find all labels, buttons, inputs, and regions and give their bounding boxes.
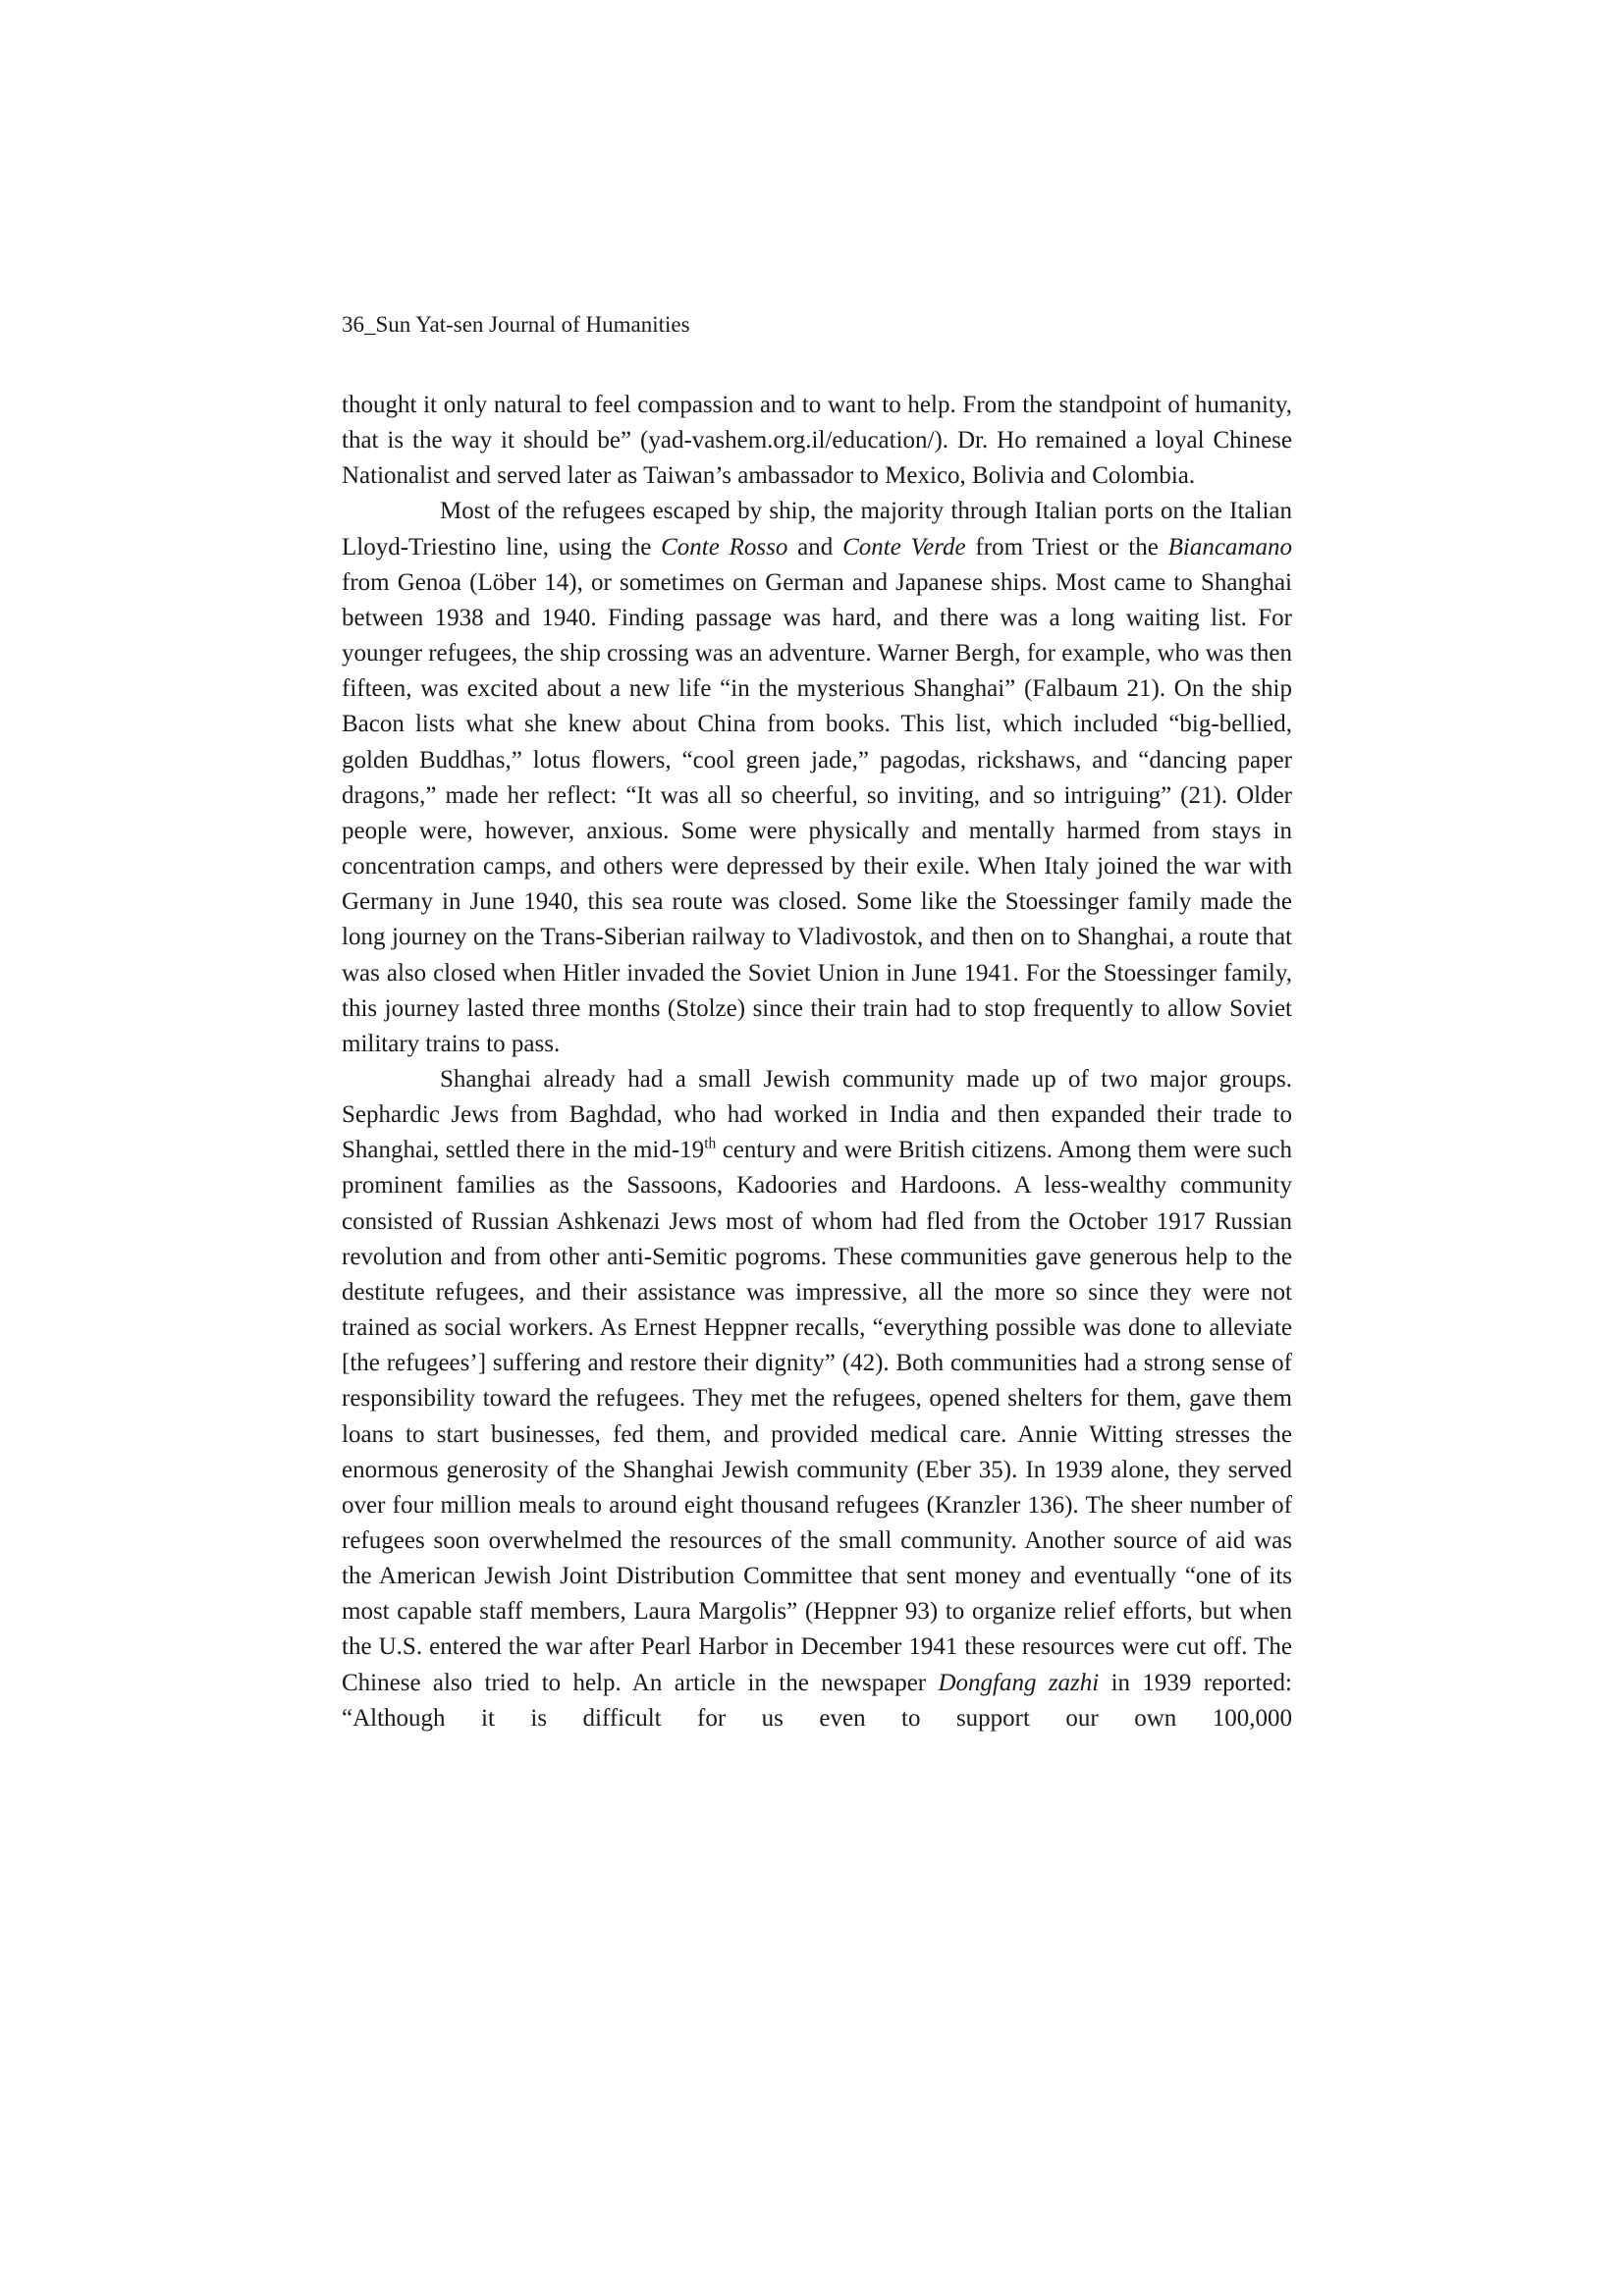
paragraph: [342, 494, 1292, 1062]
text-run: Shanghai already had a small Jewish community made up of two major groups. Sephardic Jews from Baghdad, who had worked in India and then expanded their trade to Shanghai, settled there in the mid-19: [342, 1065, 1292, 1164]
text-run: from Genoa (Löber 14), or sometimes on German and Japanese ships. Most came to Shanghai between 1938 and 1940. Finding passage was hard, and there was a long waiting list. For younger refugees, the ship crossing was an adventure. Warner Bergh, for example, who was then fifteen, was excited about a new life “in the mysterious Shanghai” (Falbaum 21). On the ship Bacon lists what she knew about China from books. This list, which included “big-bellied, golden Buddhas,” lotus flowers, “cool green jade,” pagodas, rickshaws, and “dancing paper dragons,” made her reflect: “It was all so cheerful, so inviting, and so intriguing” (21). Older people were, however, anxious. Some were physically and mentally harmed from stays in concentration camps, and others were depressed by their exile. When Italy joined the war with Germany in June 1940, this sea route was closed. Some like the Stoessinger family made the long journey on the Trans-Siberian railway to Vladivostok, and then on to Shanghai, a route that was also closed when Hitler invaded the Soviet Union in June 1941. For the Stoessinger family, this journey lasted three months (Stolze) since their train had to stop frequently to allow Soviet military trains to pass.: [342, 568, 1292, 1057]
text-run: in 1939 reported: “Although it is difficult for us even to support our own 100,000: [342, 1669, 1292, 1732]
paragraph: [342, 1062, 1292, 1736]
superscript: th: [704, 1135, 717, 1152]
text-run: and: [787, 533, 843, 561]
running-head: 36_Sun Yat-sen Journal of Humanities: [342, 312, 690, 337]
paragraph: [342, 388, 1292, 494]
text-run: thought it only natural to feel compassion and to want to help. From the standpoint of humanity, that is the way it should be” (yad-vashem.org.il/education/). Dr. Ho remained a loyal Chinese Nationalist and served later as Taiwan’s ambassador to Mexico, Bolivia and Colombia.: [342, 392, 1292, 490]
text-run: century and were British citizens. Among them were such prominent families as the Sassoons, Kadoories and Hardoons. A less-wealthy community consisted of Russian Ashkenazi Jews most of whom had fled from the October 1917 Russian revolution and from other anti-Semitic pogroms. These communities gave generous help to the destitute refugees, and their assistance was impressive, all the more so since they were not trained as social workers. As Ernest Heppner recalls, “everything possible was done to alleviate [the refugees’] suffering and restore their dignity” (42). Both communities had a strong sense of responsibility toward the refugees. They met the refugees, opened shelters for them, gave them loans to start businesses, fed them, and provided medical care. Annie Witting stresses the enormous generosity of the Shanghai Jewish community (Eber 35). In 1939 alone, they served over four million meals to around eight thousand refugees (Kranzler 136). The sheer number of refugees soon overwhelmed the resources of the small community. Another source of aid was the American Jewish Joint Distribution Committee that sent money and eventually “one of its most capable staff members, Laura Margolis” (Heppner 93) to organize relief efforts, but when the U.S. entered the war after Pearl Harbor in December 1941 these resources were cut off. The Chinese also tried to help. An article in the newspaper: [342, 1137, 1292, 1696]
italic-title: Biancamano: [1167, 533, 1292, 561]
text-run: Most of the refugees escaped by ship, the majority through Italian ports on the Italian Lloyd-Triestino line, using the: [342, 498, 1292, 561]
italic-title: Conte Verde: [842, 533, 966, 561]
italic-title: Dongfang zazhi: [938, 1669, 1100, 1696]
body-text: [342, 388, 1292, 1736]
text-run: from Triest or the: [965, 533, 1168, 561]
italic-title: Conte Rosso: [661, 533, 788, 561]
